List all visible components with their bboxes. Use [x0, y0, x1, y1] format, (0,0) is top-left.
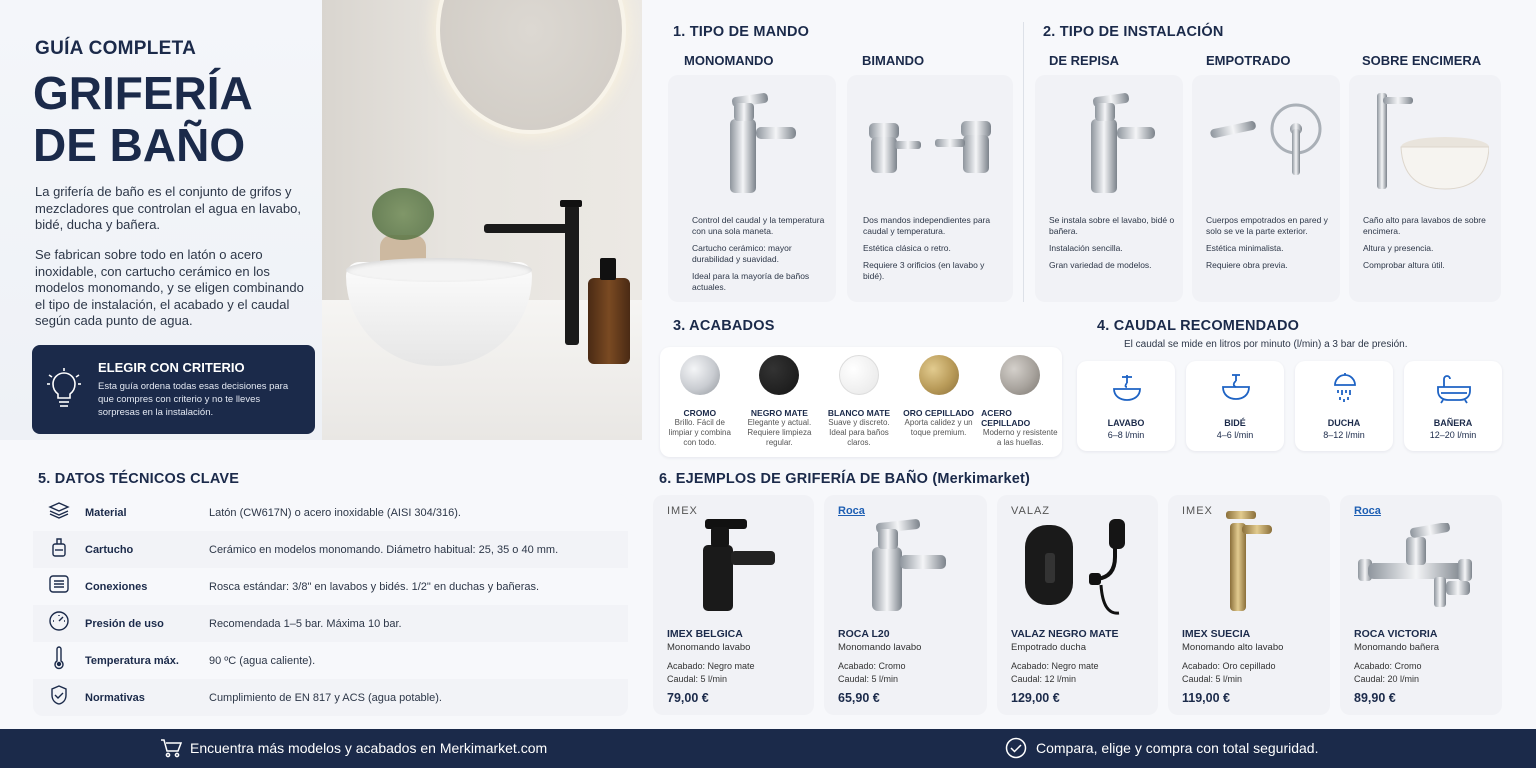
- caudal-banera: [1404, 361, 1502, 451]
- finish-desc: Brillo. Fácil de limpiar y combina con todo.: [668, 418, 731, 447]
- monomando-tap-icon: [696, 89, 806, 204]
- datos-key: Material: [85, 506, 127, 519]
- datos-key: Temperatura máx.: [85, 654, 179, 667]
- empotrado-bullets: [1206, 215, 1334, 277]
- bullet: Control del caudal y la temperatura con una sola maneta.: [692, 215, 825, 236]
- gold-tap-image: [1208, 507, 1288, 620]
- caudal-bide: [1186, 361, 1284, 451]
- product-card-roca-l20[interactable]: [824, 495, 987, 715]
- finish-oro-cepillado: [902, 355, 976, 455]
- product-type: Monomando alto lavabo: [1182, 642, 1284, 653]
- product-card-roca-victoria[interactable]: [1340, 495, 1502, 715]
- datos-row-cartucho: [33, 531, 628, 568]
- product-price: 79,00 €: [667, 691, 709, 705]
- thermometer-icon: [33, 646, 85, 675]
- finish-name: ORO CEPILLADO: [903, 408, 974, 418]
- plant-leaves: [372, 188, 434, 240]
- product-finish: Acabado: Oro cepillado: [1182, 661, 1276, 671]
- hero-intro: La grifería de baño es el conjunto de grifos y mezcladores que controlan el agua en lavabo, bidé, ducha y bañera.: [35, 184, 301, 232]
- connection-icon: [33, 574, 85, 599]
- hero-title-line1: GRIFERÍA: [33, 67, 253, 119]
- datos-value: Rosca estándar: 3/8" en lavabos y bidés. 1/2" en duchas y bañeras.: [209, 580, 540, 593]
- product-name: IMEX SUECIA: [1182, 628, 1251, 640]
- hero-kicker: GUÍA COMPLETA: [35, 38, 197, 59]
- mirror: [440, 0, 622, 130]
- datos-value: Latón (CW617N) o acero inoxidable (AISI 304/316).: [209, 506, 461, 519]
- product-price: 65,90 €: [838, 691, 880, 705]
- instalacion-repisa-card: [1035, 75, 1183, 302]
- black-shower-set-image: [1019, 517, 1139, 622]
- bathtub-icon: [1435, 371, 1473, 410]
- soap-pump: [600, 258, 616, 280]
- bullet: Requiere obra previa.: [1206, 260, 1288, 270]
- bullet: Altura y presencia.: [1363, 243, 1434, 253]
- black-tap-image: [693, 515, 783, 620]
- finish-swatch: [919, 355, 959, 395]
- finish-desc: Aporta calidez y un toque premium.: [904, 418, 973, 437]
- finish-desc: Suave y discreto. Ideal para baños claros.: [828, 418, 890, 447]
- mando-bimando-label: BIMANDO: [862, 53, 925, 68]
- footer-shop-link[interactable]: Encuentra más modelos y acabados en Merkimarket.com: [190, 740, 548, 756]
- datos-row-material: [33, 494, 628, 531]
- product-brand: Roca: [838, 505, 865, 517]
- product-finish: Acabado: Negro mate: [1011, 661, 1099, 671]
- instalacion-repisa-label: DE REPISA: [1049, 53, 1120, 68]
- product-name: ROCA VICTORIA: [1354, 628, 1438, 640]
- section-acabados-title: 3. ACABADOS: [673, 318, 775, 334]
- cartridge-icon: [33, 536, 85, 563]
- product-brand: IMEX: [1182, 505, 1213, 517]
- bidet-icon: [1219, 371, 1253, 410]
- datos-row-temperatura: [33, 642, 628, 679]
- product-card-imex-belgica[interactable]: [653, 495, 814, 715]
- caudal-name: LAVABO: [1107, 418, 1145, 428]
- callout-text: Esta guía ordena todas esas decisiones para que compres con criterio y no te lleves sorpresas en la instalación.: [98, 381, 289, 418]
- cart-icon: [160, 738, 182, 763]
- caudal-ducha: [1295, 361, 1393, 451]
- bullet: Estética clásica o retro.: [863, 243, 951, 253]
- finish-swatch: [1000, 355, 1040, 395]
- finish-name: CROMO: [683, 408, 717, 418]
- product-price: 119,00 €: [1182, 691, 1230, 705]
- shower-icon: [1328, 371, 1362, 410]
- caudal-name: BIDÉ: [1224, 418, 1246, 428]
- finish-cromo: [663, 355, 737, 455]
- product-type: Monomando bañera: [1354, 642, 1440, 653]
- product-flow: Caudal: 12 l/min: [1011, 674, 1077, 684]
- product-price: 89,90 €: [1354, 691, 1396, 705]
- product-card-valaz[interactable]: [997, 495, 1158, 715]
- mando-bimando-card: [847, 75, 1013, 302]
- caudal-value: 12–20 l/min: [1429, 430, 1477, 440]
- layers-icon: [33, 501, 85, 524]
- section-instalacion-title: 2. TIPO DE INSTALACIÓN: [1043, 24, 1224, 40]
- finish-acero-cepillado: [981, 355, 1059, 455]
- black-tap-lever: [560, 200, 582, 207]
- bullet: Dos mandos independientes para caudal y temperatura.: [863, 215, 991, 236]
- finish-name: BLANCO MATE: [827, 408, 891, 418]
- section-caudal-title: 4. CAUDAL RECOMENDADO: [1097, 318, 1300, 334]
- caudal-name: DUCHA: [1327, 418, 1361, 428]
- caudal-value: 4–6 l/min: [1216, 430, 1254, 440]
- datos-value: Cumplimiento de EN 817 y ACS (agua potable).: [209, 691, 442, 704]
- product-name: IMEX BELGICA: [667, 628, 743, 640]
- lightbulb-icon: [47, 367, 81, 416]
- repisa-tap-icon: [1057, 89, 1167, 204]
- product-finish: Acabado: Negro mate: [667, 661, 755, 671]
- bullet: Cartucho cerámico: mayor durabilidad y suavidad.: [692, 243, 792, 264]
- bullet: Se instala sobre el lavabo, bidé o bañera.: [1049, 215, 1175, 236]
- callout-box: [32, 345, 315, 434]
- bath-mixer-image: [1356, 523, 1486, 622]
- bullet: Requiere 3 orificios (en lavabo y bidé).: [863, 260, 985, 281]
- product-type: Empotrado ducha: [1011, 642, 1086, 653]
- monomando-bullets: [692, 215, 828, 299]
- encimera-tap-icon: [1363, 85, 1489, 202]
- soap-bottle: [588, 278, 630, 364]
- product-type: Monomando lavabo: [838, 642, 922, 653]
- repisa-bullets: [1049, 215, 1175, 277]
- hero-description: Se fabrican sobre todo en latón o acero inoxidable, con cartucho cerámico en los modelos monomando, y se eligen combinando el tipo de instalación, el acabado y el caudal según cada punto de agua.: [35, 247, 304, 328]
- instalacion-encimera-label: SOBRE ENCIMERA: [1362, 53, 1482, 68]
- bullet: Cuerpos empotrados en pared y solo se ve la parte exterior.: [1206, 215, 1328, 236]
- caudal-value: 8–12 l/min: [1323, 430, 1365, 440]
- section-datos-title: 5. DATOS TÉCNICOS CLAVE: [38, 471, 240, 487]
- finish-desc: Elegante y actual. Requiere limpieza regular.: [747, 418, 812, 447]
- shield-check-icon: [33, 684, 85, 711]
- datos-key: Cartucho: [85, 543, 134, 556]
- finish-name: ACERO CEPILLADO: [981, 408, 1031, 428]
- mando-monomando-label: MONOMANDO: [684, 53, 774, 68]
- datos-row-normativas: [33, 679, 628, 716]
- finish-negro-mate: [742, 355, 816, 455]
- empotrado-tap-icon: [1206, 103, 1326, 188]
- bullet: Ideal para la mayoría de baños actuales.: [692, 271, 810, 292]
- mando-monomando-card: [668, 75, 836, 302]
- black-tap-spout: [484, 224, 576, 233]
- product-brand: VALAZ: [1011, 505, 1051, 517]
- product-name: VALAZ NEGRO MATE: [1011, 628, 1119, 640]
- caudal-subtitle: El caudal se mide en litros por minuto (l/min) a 3 bar de presión.: [1124, 339, 1408, 350]
- bullet: Comprobar altura útil.: [1363, 260, 1445, 270]
- encimera-bullets: [1363, 215, 1493, 277]
- product-finish: Acabado: Cromo: [1354, 661, 1422, 671]
- datos-key: Presión de uso: [85, 617, 164, 630]
- bullet: Instalación sencilla.: [1049, 243, 1123, 253]
- finish-swatch: [759, 355, 799, 395]
- instalacion-encimera-card: [1349, 75, 1501, 302]
- section-divider: [1023, 22, 1024, 302]
- datos-value: Cerámico en modelos monomando. Diámetro habitual: 25, 35 o 40 mm.: [209, 543, 559, 556]
- product-price: 129,00 €: [1011, 691, 1060, 705]
- vessel-sink-rim: [346, 258, 532, 282]
- finish-blanco-mate: [822, 355, 896, 455]
- gauge-icon: [33, 610, 85, 637]
- callout-title: ELEGIR CON CRITERIO: [98, 360, 245, 375]
- product-flow: Caudal: 5 l/min: [838, 674, 899, 684]
- instalacion-empotrado-label: EMPOTRADO: [1206, 53, 1291, 68]
- datos-value: 90 ºC (agua caliente).: [209, 654, 316, 667]
- datos-key: Conexiones: [85, 580, 148, 593]
- caudal-name: BAÑERA: [1433, 418, 1473, 428]
- product-brand: IMEX: [667, 505, 698, 517]
- datos-key: Normativas: [85, 691, 145, 704]
- chrome-tap-image: [864, 515, 954, 620]
- bullet: Estética minimalista.: [1206, 243, 1284, 253]
- product-flow: Caudal: 5 l/min: [667, 674, 728, 684]
- product-name: ROCA L20: [838, 628, 890, 640]
- bullet: Caño alto para lavabos de sobre encimera.: [1363, 215, 1486, 236]
- instalacion-empotrado-card: [1192, 75, 1340, 302]
- section-ejemplos-title: 6. EJEMPLOS DE GRIFERÍA DE BAÑO (Merkimarket): [659, 471, 1031, 487]
- caudal-value: 6–8 l/min: [1107, 430, 1145, 440]
- datos-table: [33, 494, 628, 716]
- footer-tagline: Compara, elige y compra con total seguridad.: [1036, 740, 1319, 756]
- product-finish: Acabado: Cromo: [838, 661, 906, 671]
- finish-swatch: [839, 355, 879, 395]
- datos-row-conexiones: [33, 568, 628, 605]
- bullet: Gran variedad de modelos.: [1049, 260, 1152, 270]
- caudal-lavabo: [1077, 361, 1175, 451]
- acabados-list: [660, 355, 1062, 455]
- datos-value: Recomendada 1–5 bar. Máxima 10 bar.: [209, 617, 402, 630]
- datos-row-presion: [33, 605, 628, 642]
- product-flow: Caudal: 20 l/min: [1354, 674, 1420, 684]
- product-card-imex-suecia[interactable]: [1168, 495, 1330, 715]
- hero-photo: [322, 0, 642, 440]
- section-mando-title: 1. TIPO DE MANDO: [673, 24, 810, 40]
- product-type: Monomando lavabo: [667, 642, 751, 653]
- product-flow: Caudal: 5 l/min: [1182, 674, 1243, 684]
- bimando-bullets: [863, 215, 1003, 288]
- finish-name: NEGRO MATE: [750, 408, 808, 418]
- finish-desc: Moderno y resistente a las huellas.: [982, 428, 1058, 447]
- hero-title-line2: DE BAÑO: [33, 119, 246, 171]
- check-circle-icon: [1005, 737, 1027, 764]
- finish-swatch: [680, 355, 720, 395]
- bimando-tap-icon: [861, 115, 1001, 184]
- sink-icon: [1110, 371, 1144, 410]
- product-brand: Roca: [1354, 505, 1381, 517]
